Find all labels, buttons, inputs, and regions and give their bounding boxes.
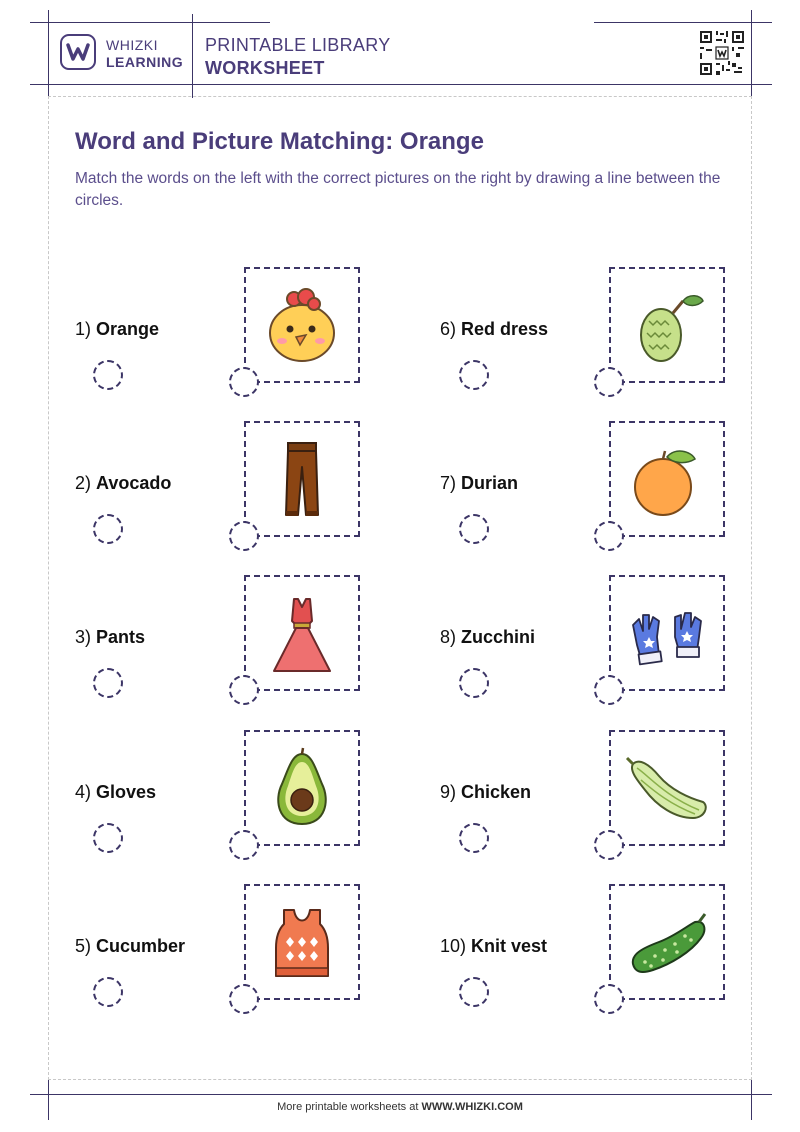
right-word-10: 10) Knit vest <box>440 936 548 956</box>
picture-circle-knit-vest[interactable] <box>229 984 259 1014</box>
right-word-7: 7) Durian <box>440 473 519 493</box>
header-divider-right <box>751 10 752 98</box>
right-word-circle-7[interactable] <box>459 514 489 544</box>
left-word-circle-4[interactable] <box>93 823 123 853</box>
footer-divider-right <box>751 1080 752 1120</box>
picture-box-gloves <box>609 575 725 691</box>
picture-box-orange <box>609 421 725 537</box>
right-word-9: 9) Chicken <box>440 782 532 802</box>
picture-circle-avocado[interactable] <box>229 830 259 860</box>
brand-line2: LEARNING <box>106 54 184 70</box>
picture-box-cucumber <box>609 884 725 1000</box>
left-word-5: 5) Cucumber <box>75 936 186 956</box>
picture-circle-pants[interactable] <box>229 521 259 551</box>
left-word-circle-5[interactable] <box>93 977 123 1007</box>
footer-top-line <box>30 1094 772 1095</box>
pants-icon <box>254 431 350 527</box>
header-divider-left <box>48 10 49 98</box>
picture-box-avocado <box>244 730 360 846</box>
library-label: PRINTABLE LIBRARY <box>205 35 391 55</box>
gloves-icon <box>619 585 715 681</box>
picture-circle-dress[interactable] <box>229 675 259 705</box>
picture-circle-chicken[interactable] <box>229 367 259 397</box>
header-top-line-right <box>594 22 772 23</box>
picture-box-knit-vest <box>244 884 360 1000</box>
picture-circle-durian[interactable] <box>594 367 624 397</box>
chicken-icon <box>254 277 350 373</box>
header-bottom-line <box>30 84 772 85</box>
durian-icon <box>619 277 715 373</box>
left-word-circle-2[interactable] <box>93 514 123 544</box>
right-word-circle-10[interactable] <box>459 977 489 1007</box>
worksheet-label: WORKSHEET <box>205 58 325 78</box>
right-word-6: 6) Red dress <box>440 319 549 339</box>
whizki-logo <box>60 34 96 70</box>
right-word-circle-8[interactable] <box>459 668 489 698</box>
picture-box-zucchini <box>609 730 725 846</box>
left-word-1: 1) Orange <box>75 319 160 339</box>
left-word-4: 4) Gloves <box>75 782 157 802</box>
footer-prefix: More printable worksheets at <box>277 1101 419 1113</box>
picture-circle-orange[interactable] <box>594 521 624 551</box>
instructions: Match the words on the left with the correct pictures on the right by drawing a line between the circles. <box>75 170 721 209</box>
picture-box-pants <box>244 421 360 537</box>
right-word-8: 8) Zucchini <box>440 627 536 647</box>
picture-box-durian <box>609 267 725 383</box>
footer-divider-left <box>48 1080 49 1120</box>
left-word-circle-3[interactable] <box>93 668 123 698</box>
header-divider-mid <box>192 14 193 98</box>
picture-box-dress <box>244 575 360 691</box>
left-word-3: 3) Pants <box>75 627 146 647</box>
qr-code-icon <box>698 29 746 77</box>
w-logo-icon <box>66 42 90 62</box>
picture-circle-zucchini[interactable] <box>594 830 624 860</box>
left-word-2: 2) Avocado <box>75 473 172 493</box>
dress-icon <box>254 585 350 681</box>
zucchini-icon <box>619 740 715 836</box>
picture-circle-gloves[interactable] <box>594 675 624 705</box>
picture-circle-cucumber[interactable] <box>594 984 624 1014</box>
right-word-circle-9[interactable] <box>459 823 489 853</box>
page-title: Word and Picture Matching: Orange <box>75 128 484 155</box>
avocado-icon <box>254 740 350 836</box>
footer <box>0 1101 800 1113</box>
right-word-circle-6[interactable] <box>459 360 489 390</box>
footer-site-link[interactable]: WWW.WHIZKI.COM <box>421 1101 523 1113</box>
cucumber-icon <box>619 894 715 990</box>
knit-vest-icon <box>254 894 350 990</box>
orange-icon <box>619 431 715 527</box>
left-word-circle-1[interactable] <box>93 360 123 390</box>
brand-line1: WHIZKI <box>106 37 158 53</box>
picture-box-chicken <box>244 267 360 383</box>
header-top-line <box>30 22 270 23</box>
